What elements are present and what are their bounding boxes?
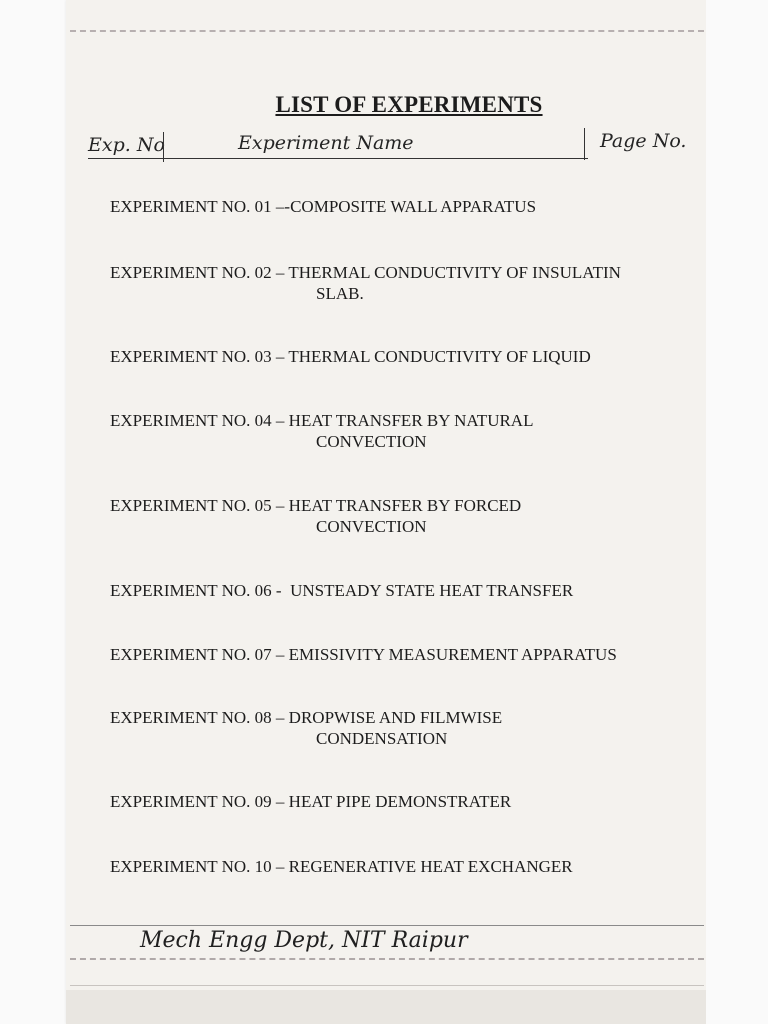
experiment-separator: –: [271, 645, 289, 664]
experiment-number: EXPERIMENT NO. 09: [110, 792, 272, 811]
experiment-name: THERMAL CONDUCTIVITY OF LIQUID: [288, 347, 591, 366]
page-bottom-band: [66, 990, 706, 1024]
experiment-number: EXPERIMENT NO. 01: [110, 197, 272, 216]
experiment-name: THERMAL CONDUCTIVITY OF INSULATIN: [288, 263, 621, 282]
footer-rule: [70, 925, 704, 926]
experiment-number: EXPERIMENT NO. 04: [110, 411, 272, 430]
experiment-name: COMPOSITE WALL APPARATUS: [290, 197, 537, 216]
experiment-name: HEAT TRANSFER BY NATURAL: [288, 411, 534, 430]
experiment-row: [110, 644, 710, 665]
experiment-number: EXPERIMENT NO. 08: [110, 708, 272, 727]
header-experiment-name: Experiment Name: [238, 132, 414, 154]
experiment-row: [110, 791, 710, 812]
experiment-number: EXPERIMENT NO. 03: [110, 347, 272, 366]
footer-handwritten-note: Mech Engg Dept, NIT Raipur: [140, 928, 468, 953]
experiment-name-continued: CONVECTION: [316, 432, 427, 451]
header-underline: [88, 158, 588, 159]
experiment-row: [110, 580, 710, 601]
page-margin-right: [706, 0, 768, 1024]
experiment-separator: –: [271, 792, 289, 811]
experiment-row: [110, 262, 710, 304]
experiment-name: UNSTEADY STATE HEAT TRANSFER: [290, 581, 574, 600]
page-title: LIST OF EXPERIMENTS: [275, 92, 543, 117]
experiment-name-continued: SLAB.: [316, 284, 364, 303]
experiment-name: HEAT TRANSFER BY FORCED: [288, 496, 522, 515]
experiment-separator: –-: [271, 197, 291, 216]
experiment-name-continued: CONVECTION: [316, 517, 427, 536]
experiment-separator: –: [271, 708, 289, 727]
experiment-separator: –: [271, 263, 289, 282]
experiment-separator: –: [271, 411, 289, 430]
experiment-row: [110, 410, 710, 452]
header-divider-right: [584, 128, 585, 160]
experiment-separator: –: [271, 347, 289, 366]
experiment-number: EXPERIMENT NO. 10: [110, 857, 272, 876]
experiment-row: [110, 495, 710, 537]
experiment-name-continued: CONDENSATION: [316, 729, 448, 748]
experiment-name: HEAT PIPE DEMONSTRATER: [288, 792, 512, 811]
header-page-no: Page No.: [600, 130, 687, 152]
experiment-number: EXPERIMENT NO. 05: [110, 496, 272, 515]
experiment-row: [110, 196, 710, 217]
header-exp-no: Exp. No: [88, 134, 165, 156]
experiment-name: DROPWISE AND FILMWISE: [288, 708, 503, 727]
experiment-separator: -: [271, 581, 291, 600]
experiment-number: EXPERIMENT NO. 02: [110, 263, 272, 282]
experiment-row: [110, 346, 710, 367]
experiment-name: REGENERATIVE HEAT EXCHANGER: [288, 857, 573, 876]
footer-page-edge: [70, 985, 704, 986]
experiment-separator: –: [271, 496, 289, 515]
experiment-number: EXPERIMENT NO. 06: [110, 581, 272, 600]
page-margin-left: [0, 0, 66, 1024]
top-dashed-border: [70, 30, 704, 32]
footer-dashed-border: [70, 958, 704, 960]
experiment-row: [110, 707, 710, 749]
experiment-number: EXPERIMENT NO. 07: [110, 645, 272, 664]
experiment-name: EMISSIVITY MEASUREMENT APPARATUS: [288, 645, 617, 664]
experiment-row: [110, 856, 710, 877]
experiment-separator: –: [271, 857, 289, 876]
